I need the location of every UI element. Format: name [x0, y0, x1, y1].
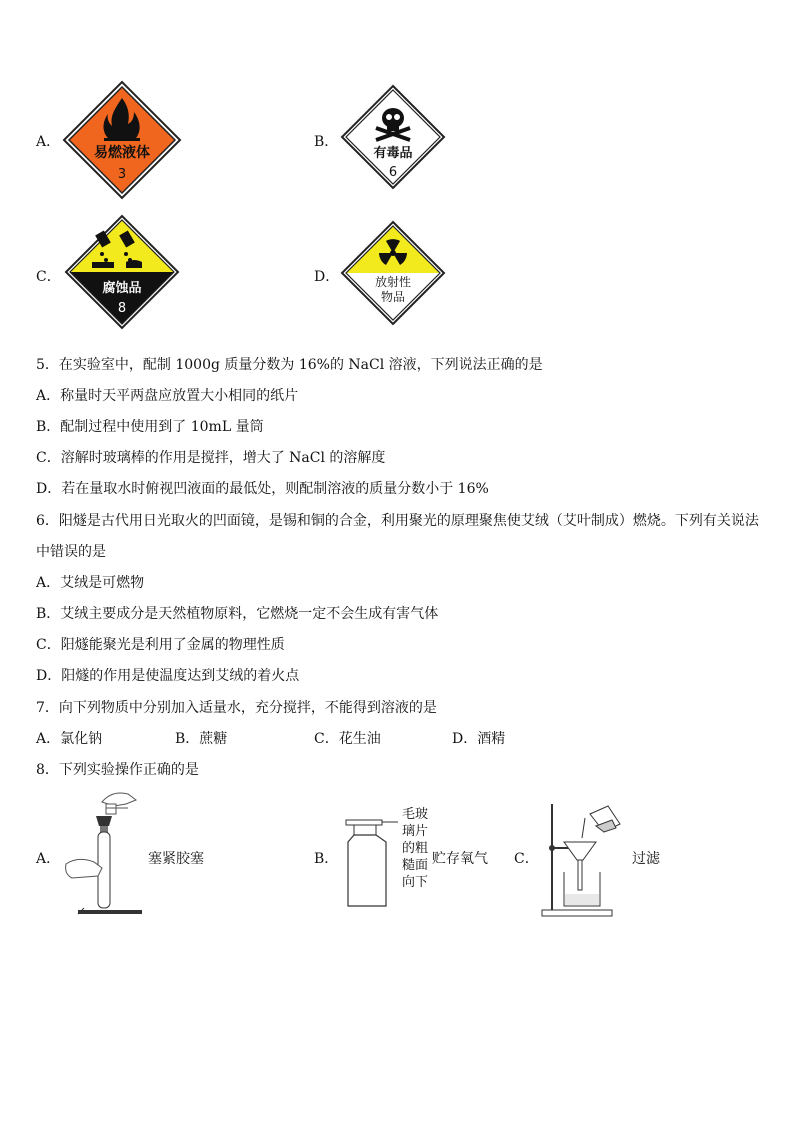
q8-option-b-note [402, 806, 428, 891]
q8-option-c-caption: 过滤 [632, 851, 660, 867]
filtration-diagram [540, 798, 624, 920]
sign-number: 8 [117, 301, 127, 316]
q6-option-d: D．阳燧的作用是使温度达到艾绒的着火点 [36, 668, 300, 684]
radioactive-sign [340, 220, 446, 326]
q5-option-d: D．若在量取水时俯视凹液面的最低处，则配制溶液的质量分数小于 16% [36, 481, 489, 497]
sign-number: 3 [117, 167, 127, 182]
toxic-sign [340, 84, 446, 190]
q6-option-a: A．艾绒是可燃物 [36, 575, 145, 591]
q5-stem: 5．在实验室中，配制 1000g 质量分数为 16%的 NaCl 溶液，下列说法正确的是 [36, 357, 543, 373]
q6-stem-line2: 中错误的是 [36, 544, 106, 560]
q7-option-b: B．蔗糖 [175, 731, 228, 747]
q7-option-c: C．花生油 [314, 731, 381, 747]
q6-option-c: C．阳燧能聚光是利用了金属的物理性质 [36, 637, 285, 653]
note-line: 向下 [402, 875, 429, 890]
q5-option-a: A．称量时天平两盘应放置大小相同的纸片 [36, 388, 299, 404]
note-line: 璃片 [402, 824, 429, 839]
q8-stem: 8．下列实验操作正确的是 [36, 762, 199, 778]
q7-option-d: D．酒精 [452, 731, 506, 747]
q5-option-b: B．配制过程中使用到了 10mL 量筒 [36, 419, 264, 435]
option-d-label: D． [314, 269, 340, 285]
note-line: 糙面 [402, 858, 429, 873]
sign-text-line2: 物品 [380, 290, 406, 304]
note-line: 的粗 [402, 841, 429, 856]
q7-option-a: A．氯化钠 [36, 731, 103, 747]
sign-text-line1: 放射性 [374, 275, 412, 289]
option-b-label: B． [314, 134, 339, 150]
sign-text: 有毒品 [373, 146, 413, 161]
q6-stem-line1: 6．阳燧是古代用日光取火的凹面镜，是锡和铜的合金，利用聚光的原理聚焦使艾绒（艾叶制成）燃烧。下列有关说法 [36, 513, 759, 529]
sign-number: 6 [388, 165, 398, 180]
q8-option-a-caption: 塞紧胶塞 [148, 851, 204, 867]
q8-option-b-caption: 贮存氧气 [432, 851, 488, 867]
sign-text: 腐蚀品 [102, 281, 142, 296]
sign-text: 易燃液体 [94, 145, 150, 161]
q6-option-b: B．艾绒主要成分是天然植物原料，它燃烧一定不会生成有害气体 [36, 606, 439, 622]
q7-stem: 7．向下列物质中分别加入适量水，充分搅拌，不能得到溶液的是 [36, 700, 437, 716]
q8-option-b-label: B． [314, 851, 339, 867]
flammable-liquid-sign [62, 80, 182, 200]
note-line: 毛玻 [402, 807, 429, 822]
q8-option-c-label: C． [514, 851, 539, 867]
q8-option-a-label: A． [36, 851, 61, 867]
corrosive-sign [64, 214, 180, 330]
q5-option-c: C．溶解时玻璃棒的作用是搅拌，增大了 NaCl 的溶解度 [36, 450, 386, 466]
option-c-label: C． [36, 269, 61, 285]
option-a-label: A． [36, 134, 61, 150]
gas-bottle-diagram [340, 818, 400, 912]
stopper-diagram [62, 786, 146, 916]
